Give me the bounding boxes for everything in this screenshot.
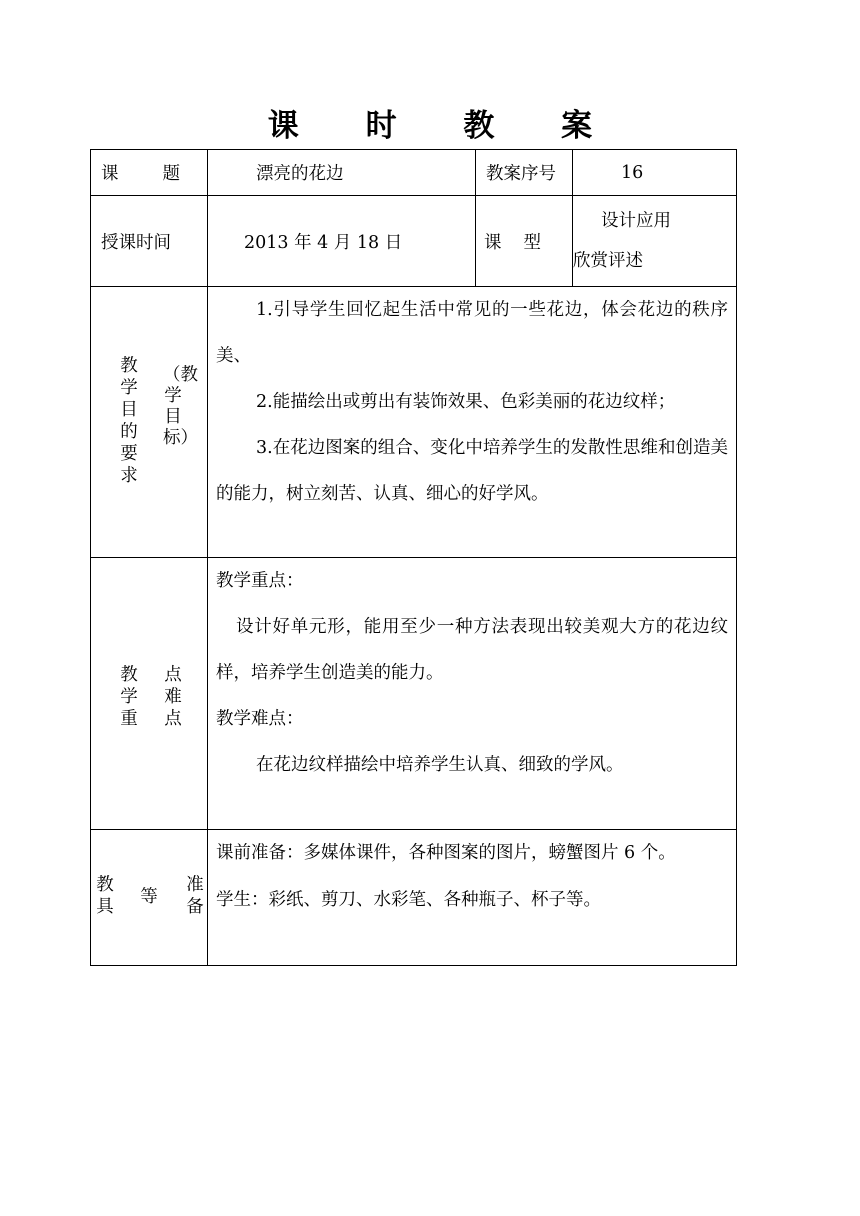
objectives-label-col1: 教学目的要求 <box>120 356 138 486</box>
objective-line-1: 1.引导学生回忆起生活中常见的一些花边，体会花边的秩序美、 <box>216 300 728 366</box>
topic-value: 漂亮的花边 <box>208 150 476 196</box>
lesson-plan-table <box>90 149 737 966</box>
preparation-label <box>91 830 208 966</box>
objectives-label-col2: （教学目标） <box>163 365 198 448</box>
type-line-2: 欣赏评述 <box>573 251 643 271</box>
keypoints-label <box>91 558 208 830</box>
keypoints-label-col2: 点难点 <box>164 665 182 729</box>
preparation-content <box>208 830 737 966</box>
objectives-label <box>91 287 208 558</box>
focus-text: 设计好单元形，能用至少一种方法表现出较美观大方的花边纹样，培养学生创造美的能力。 <box>216 617 728 683</box>
preparation-line-1: 课前准备：多媒体课件，各种图案的图片，螃蟹图片 6 个。 <box>216 843 676 863</box>
seq-label: 教案序号 <box>476 150 573 196</box>
keypoints-content <box>208 558 737 830</box>
table-row-keypoints <box>91 558 737 830</box>
table-row-topic <box>91 150 737 196</box>
type-value <box>573 196 737 287</box>
keypoints-label-col1: 教学重 <box>120 665 138 729</box>
objective-line-3: 3.在花边图案的组合、变化中培养学生的发散性思维和创造美的能力，树立刻苦、认真、细心的好学风。 <box>216 438 728 504</box>
page-title: 课 时 教 案 <box>267 108 621 144</box>
objective-line-2: 2.能描绘出或剪出有装饰效果、色彩美丽的花边纹样； <box>256 392 676 412</box>
topic-label: 课 题 <box>91 150 208 196</box>
time-label: 授课时间 <box>91 196 208 287</box>
focus-heading: 教学重点： <box>216 571 304 591</box>
seq-value: 16 <box>573 150 737 196</box>
type-label: 课 型 <box>476 196 573 287</box>
preparation-label-col1: 教具 <box>96 875 114 917</box>
preparation-label-col3: 准备 <box>186 875 204 917</box>
difficulty-text: 在花边纹样描绘中培养学生认真、细致的学风。 <box>256 755 624 775</box>
type-line-1: 设计应用 <box>601 211 671 231</box>
preparation-label-col2: 等 <box>140 887 158 907</box>
table-row-time <box>91 196 737 287</box>
date-value: 2013 年 4 月 18 日 <box>208 196 476 287</box>
difficulty-heading: 教学难点： <box>216 709 304 729</box>
preparation-line-2: 学生：彩纸、剪刀、水彩笔、各种瓶子、杯子等。 <box>216 890 601 910</box>
table-row-objectives <box>91 287 737 558</box>
table-row-preparation <box>91 830 737 966</box>
objectives-content <box>208 287 737 558</box>
